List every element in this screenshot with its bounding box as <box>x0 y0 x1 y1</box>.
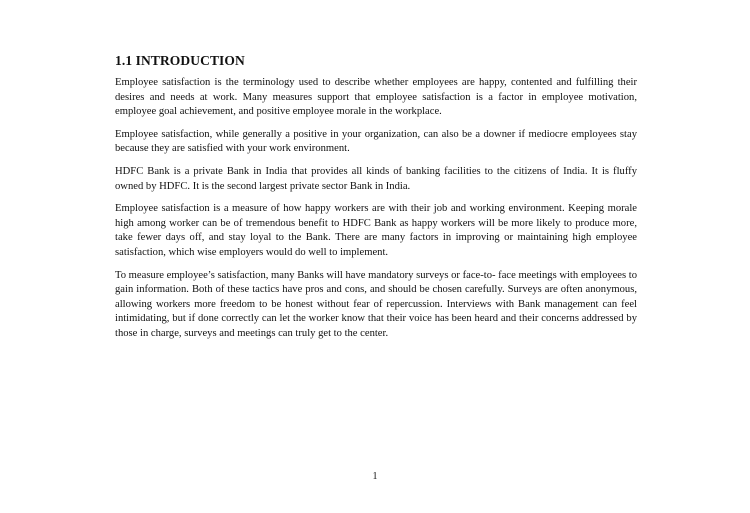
paragraph-definition: Employee satisfaction is the terminology used to describe whether employees are happy, contented and fulfilling their desires and needs at work. Many measures support that employee satisfaction is a factor in employee motivation, employee goal achievement, and positive employee morale in the workplace. <box>115 77 637 118</box>
section-heading: 1.1 INTRODUCTION <box>115 53 245 68</box>
paragraph-surveys: To measure employee’s satisfaction, many Banks will have mandatory surveys or face-to- face meetings with employees to gain information. Both of these tactics have pros and cons, and should be chosen carefully. Surveys are often anonymous, allowing workers more freedom to be honest without fear of repercussion. Interviews with Bank management can feel intimidating, but if done correctly can let the worker know that their voice has been heard and their concerns addressed by those in charge, surveys and meetings can truly get to the center. <box>115 269 638 339</box>
paragraph-downside: Employee satisfaction, while generally a positive in your organization, can also be a downer if mediocre employees stay because they are satisfied with your work environment. <box>115 128 637 155</box>
paragraph-hdfc-bank: HDFC Bank is a private Bank in India that provides all kinds of banking facilities to the citizens of India. It is fluffy owned by HDFC. It is the second largest private sector Bank in India. <box>115 165 637 192</box>
page-number: 1 <box>372 471 378 482</box>
page-content <box>115 52 637 350</box>
paragraph-measure: Employee satisfaction is a measure of how happy workers are with their job and working environment. Keeping morale high among worker can be of tremendous benefit to HDFC Bank as happy workers will be more likely to produce more, take fewer days off, and stay loyal to the Bank. There are many factors in improving or maintaining high employee satisfaction, which wise employers would do well to implement. <box>115 203 637 258</box>
